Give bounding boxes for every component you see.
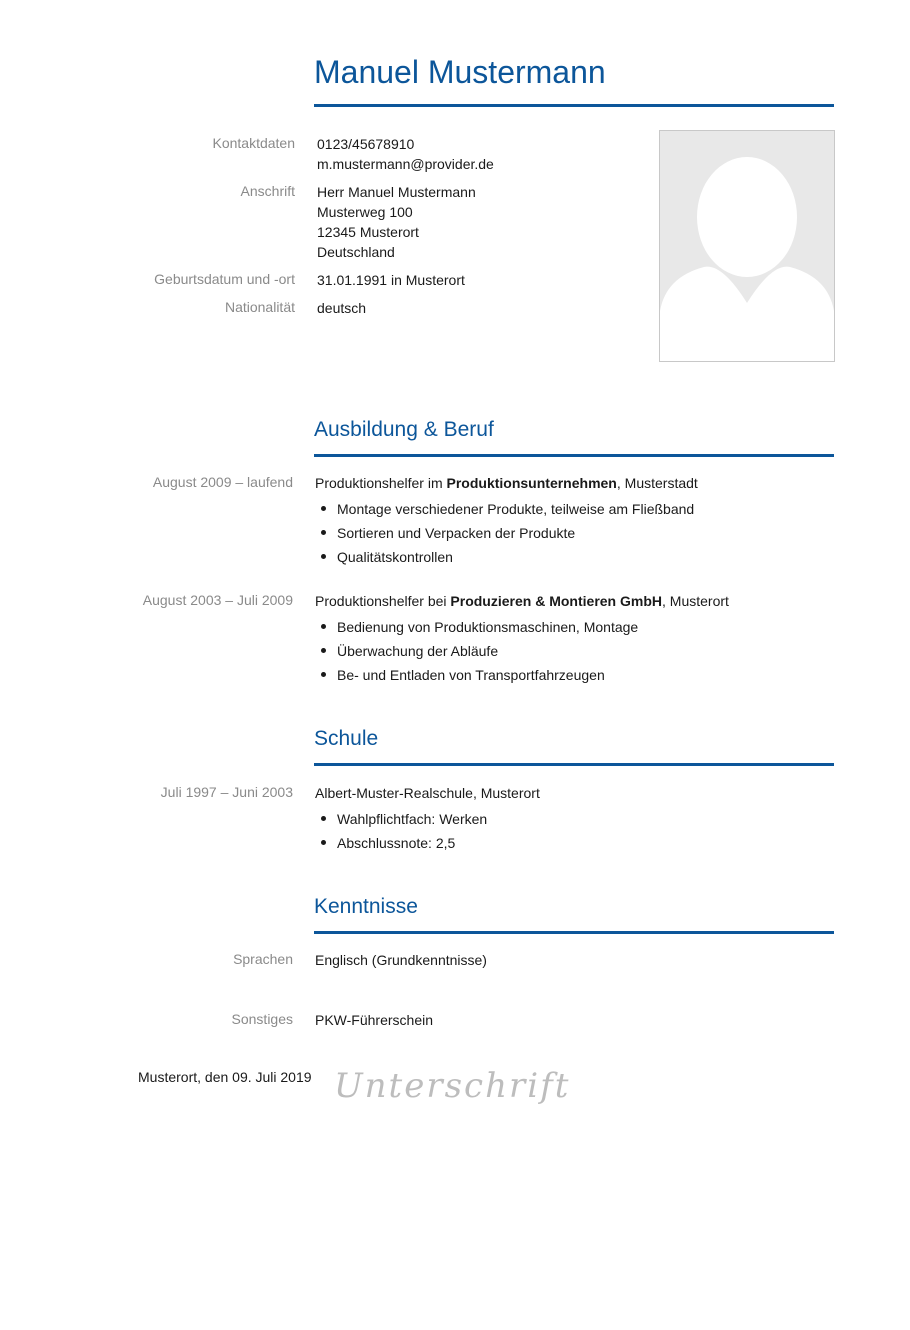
job-location: , Musterort [662, 593, 729, 609]
company-name: Produktionsunternehmen [446, 475, 617, 491]
school-entry [315, 783, 835, 855]
place-and-date: Musterort, den 09. Juli 2019 [138, 1069, 312, 1085]
other-skills-entry [315, 1010, 835, 1030]
profile-photo-placeholder [659, 130, 835, 362]
section-divider [314, 763, 834, 766]
address-value [317, 182, 476, 262]
section-divider [314, 454, 834, 457]
page-title: Manuel Mustermann [314, 54, 606, 90]
contact-label: Kontaktdaten [212, 135, 295, 151]
other-skills-label: Sonstiges [231, 1011, 293, 1027]
person-silhouette-icon [660, 131, 834, 361]
languages-value: Englisch (Grundkenntnisse) [315, 952, 487, 968]
address-label: Anschrift [240, 183, 295, 199]
languages-entry [315, 950, 835, 970]
career-entry [315, 591, 835, 687]
school-period: Juli 1997 – Juni 2003 [160, 784, 293, 800]
other-skills-value: PKW-Führerschein [315, 1012, 434, 1028]
birth-label: Geburtsdatum und -ort [154, 271, 295, 287]
list-item: Sortieren und Verpacken der Produkte [315, 521, 835, 545]
phone-number: 0123/45678910 [317, 136, 415, 152]
career-entry [315, 473, 835, 569]
address-line: Deutschland [317, 244, 395, 260]
career-period: August 2003 – Juli 2009 [142, 592, 293, 608]
list-item: Wahlpflichtfach: Werken [315, 807, 835, 831]
career-entry-heading [315, 473, 835, 493]
address-line: Musterweg 100 [317, 204, 413, 220]
contact-value [317, 134, 494, 174]
email-address: m.mustermann@provider.de [317, 156, 494, 172]
career-period: August 2009 – laufend [152, 474, 293, 490]
section-divider [314, 931, 834, 934]
section-title-career: Ausbildung & Beruf [314, 418, 494, 441]
list-item: Be- und Entladen von Transportfahrzeugen [315, 663, 835, 687]
job-location: , Musterstadt [616, 475, 698, 491]
address-line: 12345 Musterort [317, 224, 419, 240]
birth-value [317, 270, 465, 290]
nationality-label: Nationalität [224, 299, 295, 315]
school-name: Albert-Muster-Realschule, Musterort [315, 785, 540, 801]
career-entry-heading [315, 591, 835, 611]
job-title: Produktionshelfer im [315, 475, 447, 491]
list-item: Bedienung von Produktionsmaschinen, Montage [315, 615, 835, 639]
task-list [315, 497, 835, 569]
list-item: Überwachung der Abläufe [315, 639, 835, 663]
list-item: Montage verschiedener Produkte, teilweise am Fließband [315, 497, 835, 521]
company-name: Produzieren & Montieren GmbH [450, 593, 662, 609]
section-title-school: Schule [314, 727, 379, 750]
signature: Unterschrift [334, 1066, 571, 1106]
job-title: Produktionshelfer bei [315, 593, 451, 609]
nationality-value-text: deutsch [317, 300, 367, 316]
birth-value-text: 31.01.1991 in Musterort [317, 272, 465, 288]
languages-label: Sprachen [233, 951, 293, 967]
list-item: Abschlussnote: 2,5 [315, 831, 835, 855]
list-item: Qualitätskontrollen [315, 545, 835, 569]
school-details [315, 807, 835, 855]
section-title-skills: Kenntnisse [314, 895, 418, 918]
task-list [315, 615, 835, 687]
title-divider [314, 104, 834, 107]
address-line: Herr Manuel Mustermann [317, 184, 476, 200]
nationality-value [317, 298, 366, 318]
